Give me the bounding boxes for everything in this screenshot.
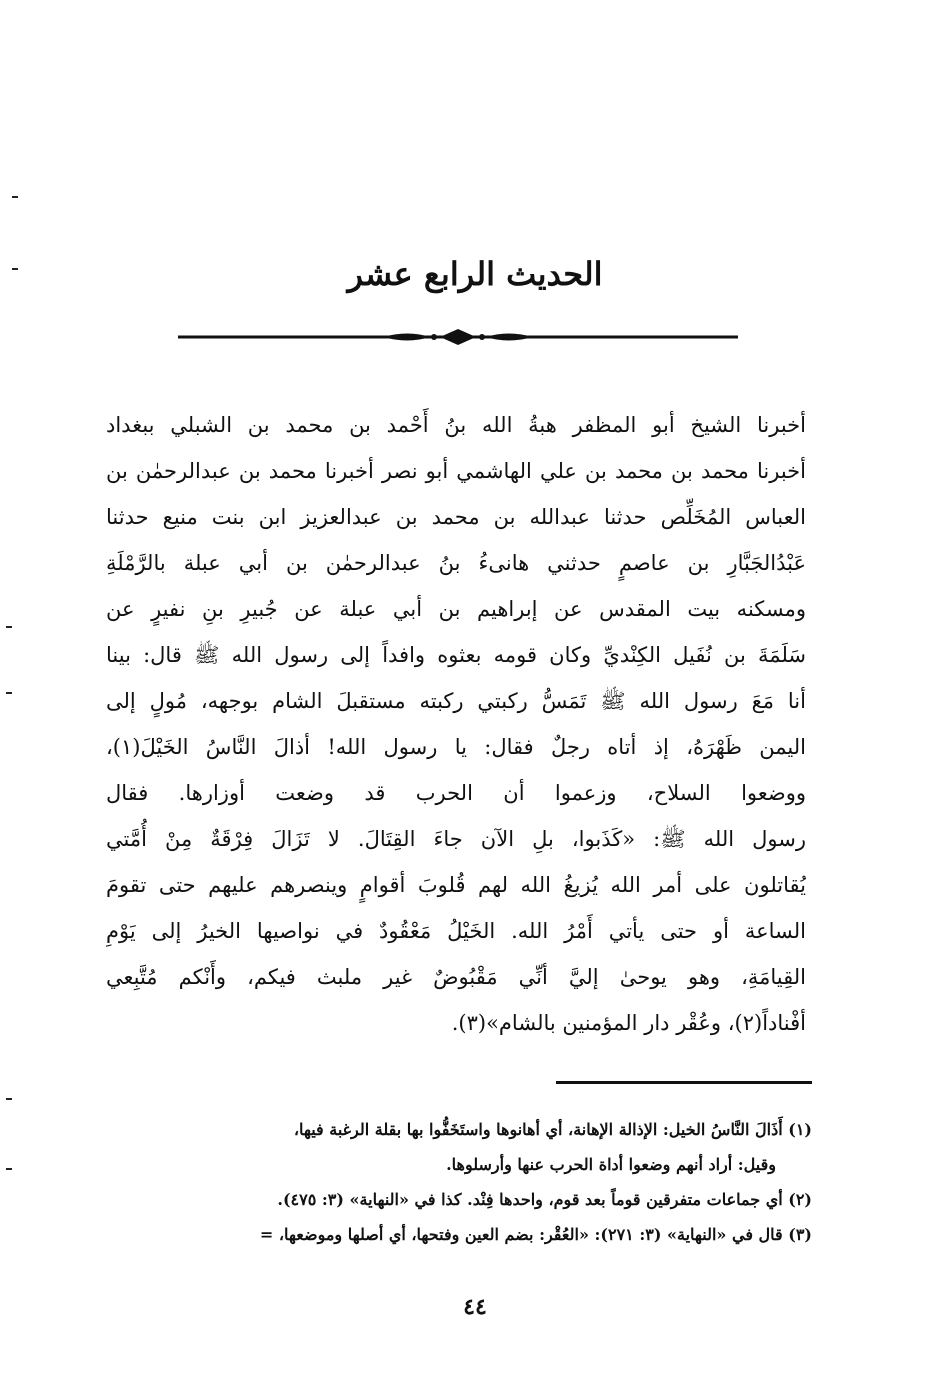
scan-mark xyxy=(6,1098,12,1100)
footnotes xyxy=(108,1112,812,1252)
text-line: العباس المُخَلِّص حدثنا عبدالله بن محمد بن عبدالعزيز ابن بنت منيع حدثنا xyxy=(106,505,806,529)
page-number: ٤٤ xyxy=(463,1294,487,1320)
text-line: أفْناداً(٢)، وعُقْر دار المؤمنين بالشام»(٣). xyxy=(451,1011,806,1035)
hadith-text xyxy=(106,402,806,1046)
text-line: ووضعوا السلاح، وزعموا أن الحرب قد وضعت أوزارها. فقال xyxy=(106,781,806,805)
text-line: يُقاتلون على أمر الله يُزيغُ الله لهم قُلوبَ أقوامٍ وينصرهم عليهم حتى تقومَ xyxy=(106,873,806,897)
scan-mark xyxy=(12,196,18,198)
text-line: أخبرنا الشيخ أبو المظفر هبةُ الله بنُ أَحْمد بن محمد بن الشبلي ببغداد xyxy=(106,413,806,437)
footnote-separator xyxy=(556,1081,812,1084)
chapter-heading: الحديث الرابع عشر xyxy=(347,255,603,293)
scan-mark xyxy=(6,1168,12,1170)
text-line: سَلَمَةَ بن نُفَيل الكِنْديِّ وكان قومه بعثوه وافداً إلى رسول الله ﷺ قال: بينا xyxy=(106,643,806,667)
text-line: الساعة أو حتى يأتي أَمْرُ الله. الخَيْلُ مَعْقُودٌ في نواصيها الخيرُ إلى يَوْمِ xyxy=(106,919,806,943)
text-line: أخبرنا محمد بن محمد بن علي الهاشمي أبو نصر أخبرنا محمد بن عبدالرحمٰن بن xyxy=(106,459,806,483)
text-line: عَبْدُالجَبَّارِ بن عاصمٍ حدثني هانىءُ بنُ عبدالرحمٰن بن أبي عبلة بالرَّمْلَةِ xyxy=(106,551,806,575)
scan-mark xyxy=(6,626,12,628)
footnote-line: (٣) قال في «النهاية» (٣: ٢٧١): «العُقْر: بضم العين وفتحها، أي أصلها وموضعها، = xyxy=(259,1225,812,1244)
text-line: اليمن ظَهْرَهُ، إذ أتاه رجلٌ فقال: يا رسول الله! أذالَ النَّاسُ الخَيْلَ(١)، xyxy=(106,735,806,759)
footnote-line: (١) أَذَالَ النَّاسُ الخيل: الإذالة الإهانة، أي أهانوها واستَخَفُّوا بها بقلة الرغبة فيها، xyxy=(293,1120,812,1139)
text-line: رسول الله ﷺ: «كَذَبوا، بلِ الآن جاءَ القِتَالَ. لا تَزَالَ فِرْقَةٌ مِنْ أُمَّتي xyxy=(106,827,806,851)
scan-mark xyxy=(12,268,18,270)
text-line: أنا مَعَ رسول الله ﷺ تَمَسُّ ركبتي ركبته مستقبلَ الشام بوجهه، مُولٍ إلى xyxy=(106,689,806,713)
ornamental-divider xyxy=(178,326,738,348)
text-line: ومسكنه بيت المقدس عن إبراهيم بن أبي عبلة عن جُبيرِ بنِ نفيرٍ عن xyxy=(106,597,806,621)
text-line: القِيامَةِ، وهو يوحىٰ إليَّ أنِّي مَقْبُوضٌ غير ملبث فيكم، وأَنْكم مُتَّبِعي xyxy=(106,965,806,989)
footnote-line: (٢) أي جماعات متفرقين قوماً بعد قوم، واحدها فِنْد. كذا في «النهاية» (٣: ٤٧٥). xyxy=(277,1190,812,1209)
scan-mark xyxy=(6,692,12,694)
footnote-line: وقيل: أراد أنهم وضعوا أداة الحرب عنها وأرسلوها. xyxy=(446,1155,776,1174)
